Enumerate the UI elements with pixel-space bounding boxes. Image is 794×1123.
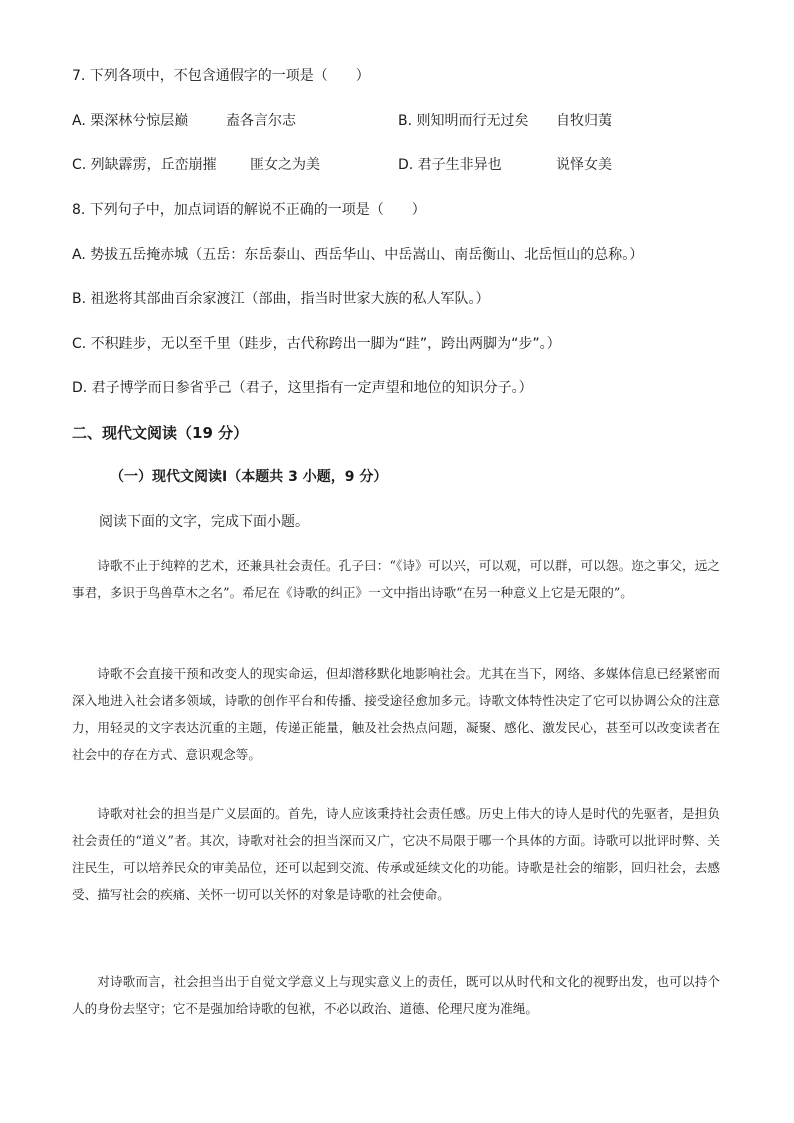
q7-option-d-extra: 说怿女美: [556, 157, 612, 173]
q7-option-a-extra: 盍各言尔志: [226, 113, 296, 129]
passage-paragraph: 诗歌不会直接干预和改变人的现实命运，但却潜移默化地影响社会。尤其在当下，网络、多媒体信息已经紧密而深入地进入社会诸多领域，诗歌的创作平台和传播、接受途径愈加多元。诗歌文体特性决定了它可以协调公众的注意力，用轻灵的文字表达沉重的主题，传递正能量，触及社会热点问题，凝聚、感化、激发民心，甚至可以改变读者在社会中的存在方式、意识观念等。: [72, 666, 720, 762]
q7-option-c-extra: 匪女之为美: [250, 157, 320, 173]
q8-option-c: C. 不积跬步，无以至千里（跬步，古代称跨出一脚为“跬”，跨出两脚为“步”。）: [72, 336, 561, 352]
q8-option-d: D. 君子博学而日参省乎己（君子，这里指有一定声望和地位的知识分子。）: [72, 380, 533, 396]
q7-option-d: D. 君子生非异也: [398, 157, 502, 173]
passage-paragraph: 诗歌对社会的担当是广义层面的。首先，诗人应该秉持社会责任感。历史上伟大的诗人是时代的先驱者，是担负社会责任的“道义”者。其次，诗歌对社会的担当深而又广，它决不局限于哪一个具体的方面。诗歌可以批评时弊、关注民生，可以培养民众的审美品位，还可以起到交流、传承或延续文化的功能。诗歌是社会的缩影，回归社会，去感受、描写社会的疾痛、关怀一切可以关怀的对象是诗歌的社会使命。: [72, 806, 720, 902]
q8-option-b: B. 祖逖将其部曲百余家渡江（部曲，指当时世家大族的私人军队。）: [72, 291, 490, 307]
passage-paragraph: 诗歌不止于纯粹的艺术，还兼具社会责任。孔子曰：“《诗》可以兴，可以观，可以群，可以怨。迩之事父，远之事君，多识于鸟兽草木之名”。希尼在《诗歌的纠正》一文中指出诗歌“在另一种意义上它是无限的”。: [72, 558, 720, 600]
q7-option-b: B. 则知明而行无过矣: [398, 113, 529, 129]
section-subtitle: （一）现代文阅读Ⅰ（本题共 3 小题，9 分）: [110, 469, 388, 485]
q7-option-c: C. 列缺霹雳，丘峦崩摧: [72, 157, 217, 173]
q7-option-a: A. 栗深林兮惊层巅: [72, 113, 189, 129]
question-7-stem: 7. 下列各项中，不包含通假字的一项是（ ）: [72, 68, 370, 84]
q8-option-a: A. 势拔五岳掩赤城（五岳：东岳泰山、西岳华山、中岳嵩山、南岳衡山、北岳恒山的总称。）: [72, 247, 644, 263]
section-title: 二、现代文阅读（19 分）: [72, 424, 249, 442]
question-8-stem: 8. 下列句子中，加点词语的解说不正确的一项是（ ）: [72, 202, 426, 218]
reading-instruction: 阅读下面的文字，完成下面小题。: [99, 514, 309, 530]
q7-option-b-extra: 自牧归荑: [556, 113, 612, 129]
passage-paragraph: 对诗歌而言，社会担当出于自觉文学意义上与现实意义上的责任，既可以从时代和文化的视野出发，也可以持个人的身份去坚守；它不是强加给诗歌的包袱，不必以政治、道德、伦理尺度为准绳。: [72, 974, 720, 1016]
